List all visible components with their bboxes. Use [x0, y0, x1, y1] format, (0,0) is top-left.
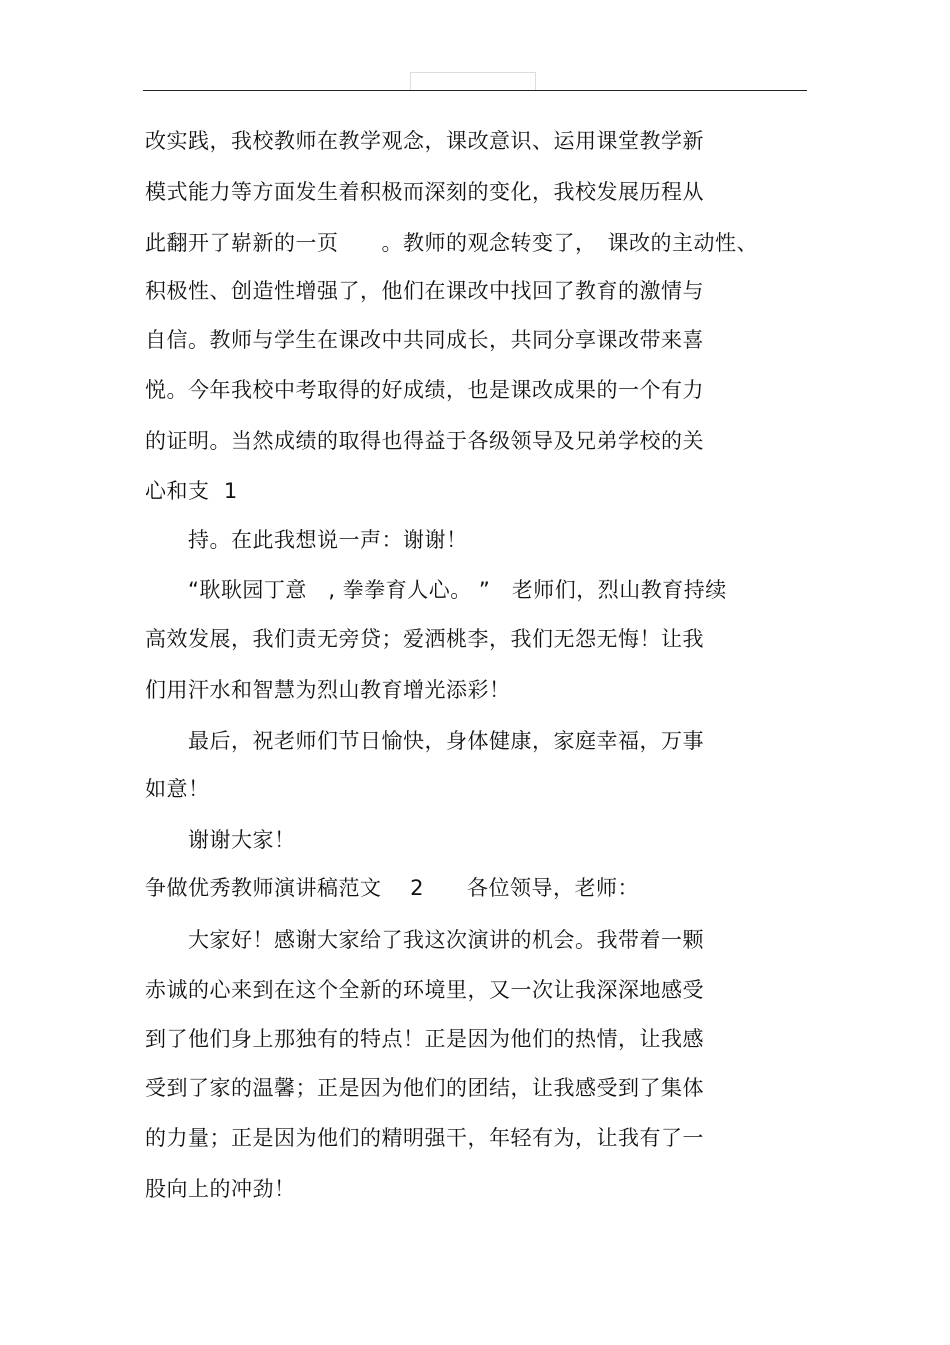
text-line: 心和支 1 [145, 479, 238, 503]
text-line: 大家好！感谢大家给了我这次演讲的机会。我带着一颗 [145, 928, 704, 952]
text-line: 到了他们身上那独有的特点！正是因为他们的热情，让我感 [145, 1027, 704, 1051]
text-line: 高效发展，我们责无旁贷；爱洒桃李，我们无怨无悔！让我 [145, 627, 704, 651]
text-line: 如意！ [145, 777, 210, 801]
header-rule [143, 90, 807, 91]
text-line: 们用汗水和智慧为烈山教育增光添彩！ [145, 678, 511, 702]
text-line: 股向上的冲劲！ [145, 1177, 296, 1201]
text-line: 模式能力等方面发生着积极而深刻的变化，我校发展历程从 [145, 180, 704, 204]
text-line: 自信。教师与学生在课改中共同成长，共同分享课改带来喜 [145, 328, 704, 352]
text-line: 此翻开了崭新的一页 。教师的观念转变了， 课改的主动性、 [145, 231, 758, 255]
text-line: 积极性、创造性增强了，他们在课改中找回了教育的激情与 [145, 279, 704, 303]
text-line: 最后，祝老师们节日愉快，身体健康，家庭幸福，万事 [145, 729, 704, 753]
text-line: 的证明。当然成绩的取得也得益于各级领导及兄弟学校的关 [145, 429, 704, 453]
text-line: 持。在此我想说一声：谢谢！ [145, 528, 468, 552]
text-line: “耿耿园丁意 , 拳拳育人心。 ” 老师们，烈山教育持续 [145, 578, 727, 602]
section-heading: 争做优秀教师演讲稿范文 2 各位领导，老师： [145, 876, 640, 900]
text-line: 悦。今年我校中考取得的好成绩，也是课改成果的一个有力 [145, 378, 704, 402]
text-line: 的力量；正是因为他们的精明强干，年轻有为，让我有了一 [145, 1126, 704, 1150]
page-header-tab [410, 72, 536, 91]
text-line: 赤诚的心来到在这个全新的环境里，又一次让我深深地感受 [145, 978, 704, 1002]
text-line: 谢谢大家！ [145, 828, 296, 852]
text-line: 改实践，我校教师在教学观念，课改意识、运用课堂教学新 [145, 129, 704, 153]
text-line: 受到了家的温馨；正是因为他们的团结，让我感受到了集体 [145, 1076, 704, 1100]
